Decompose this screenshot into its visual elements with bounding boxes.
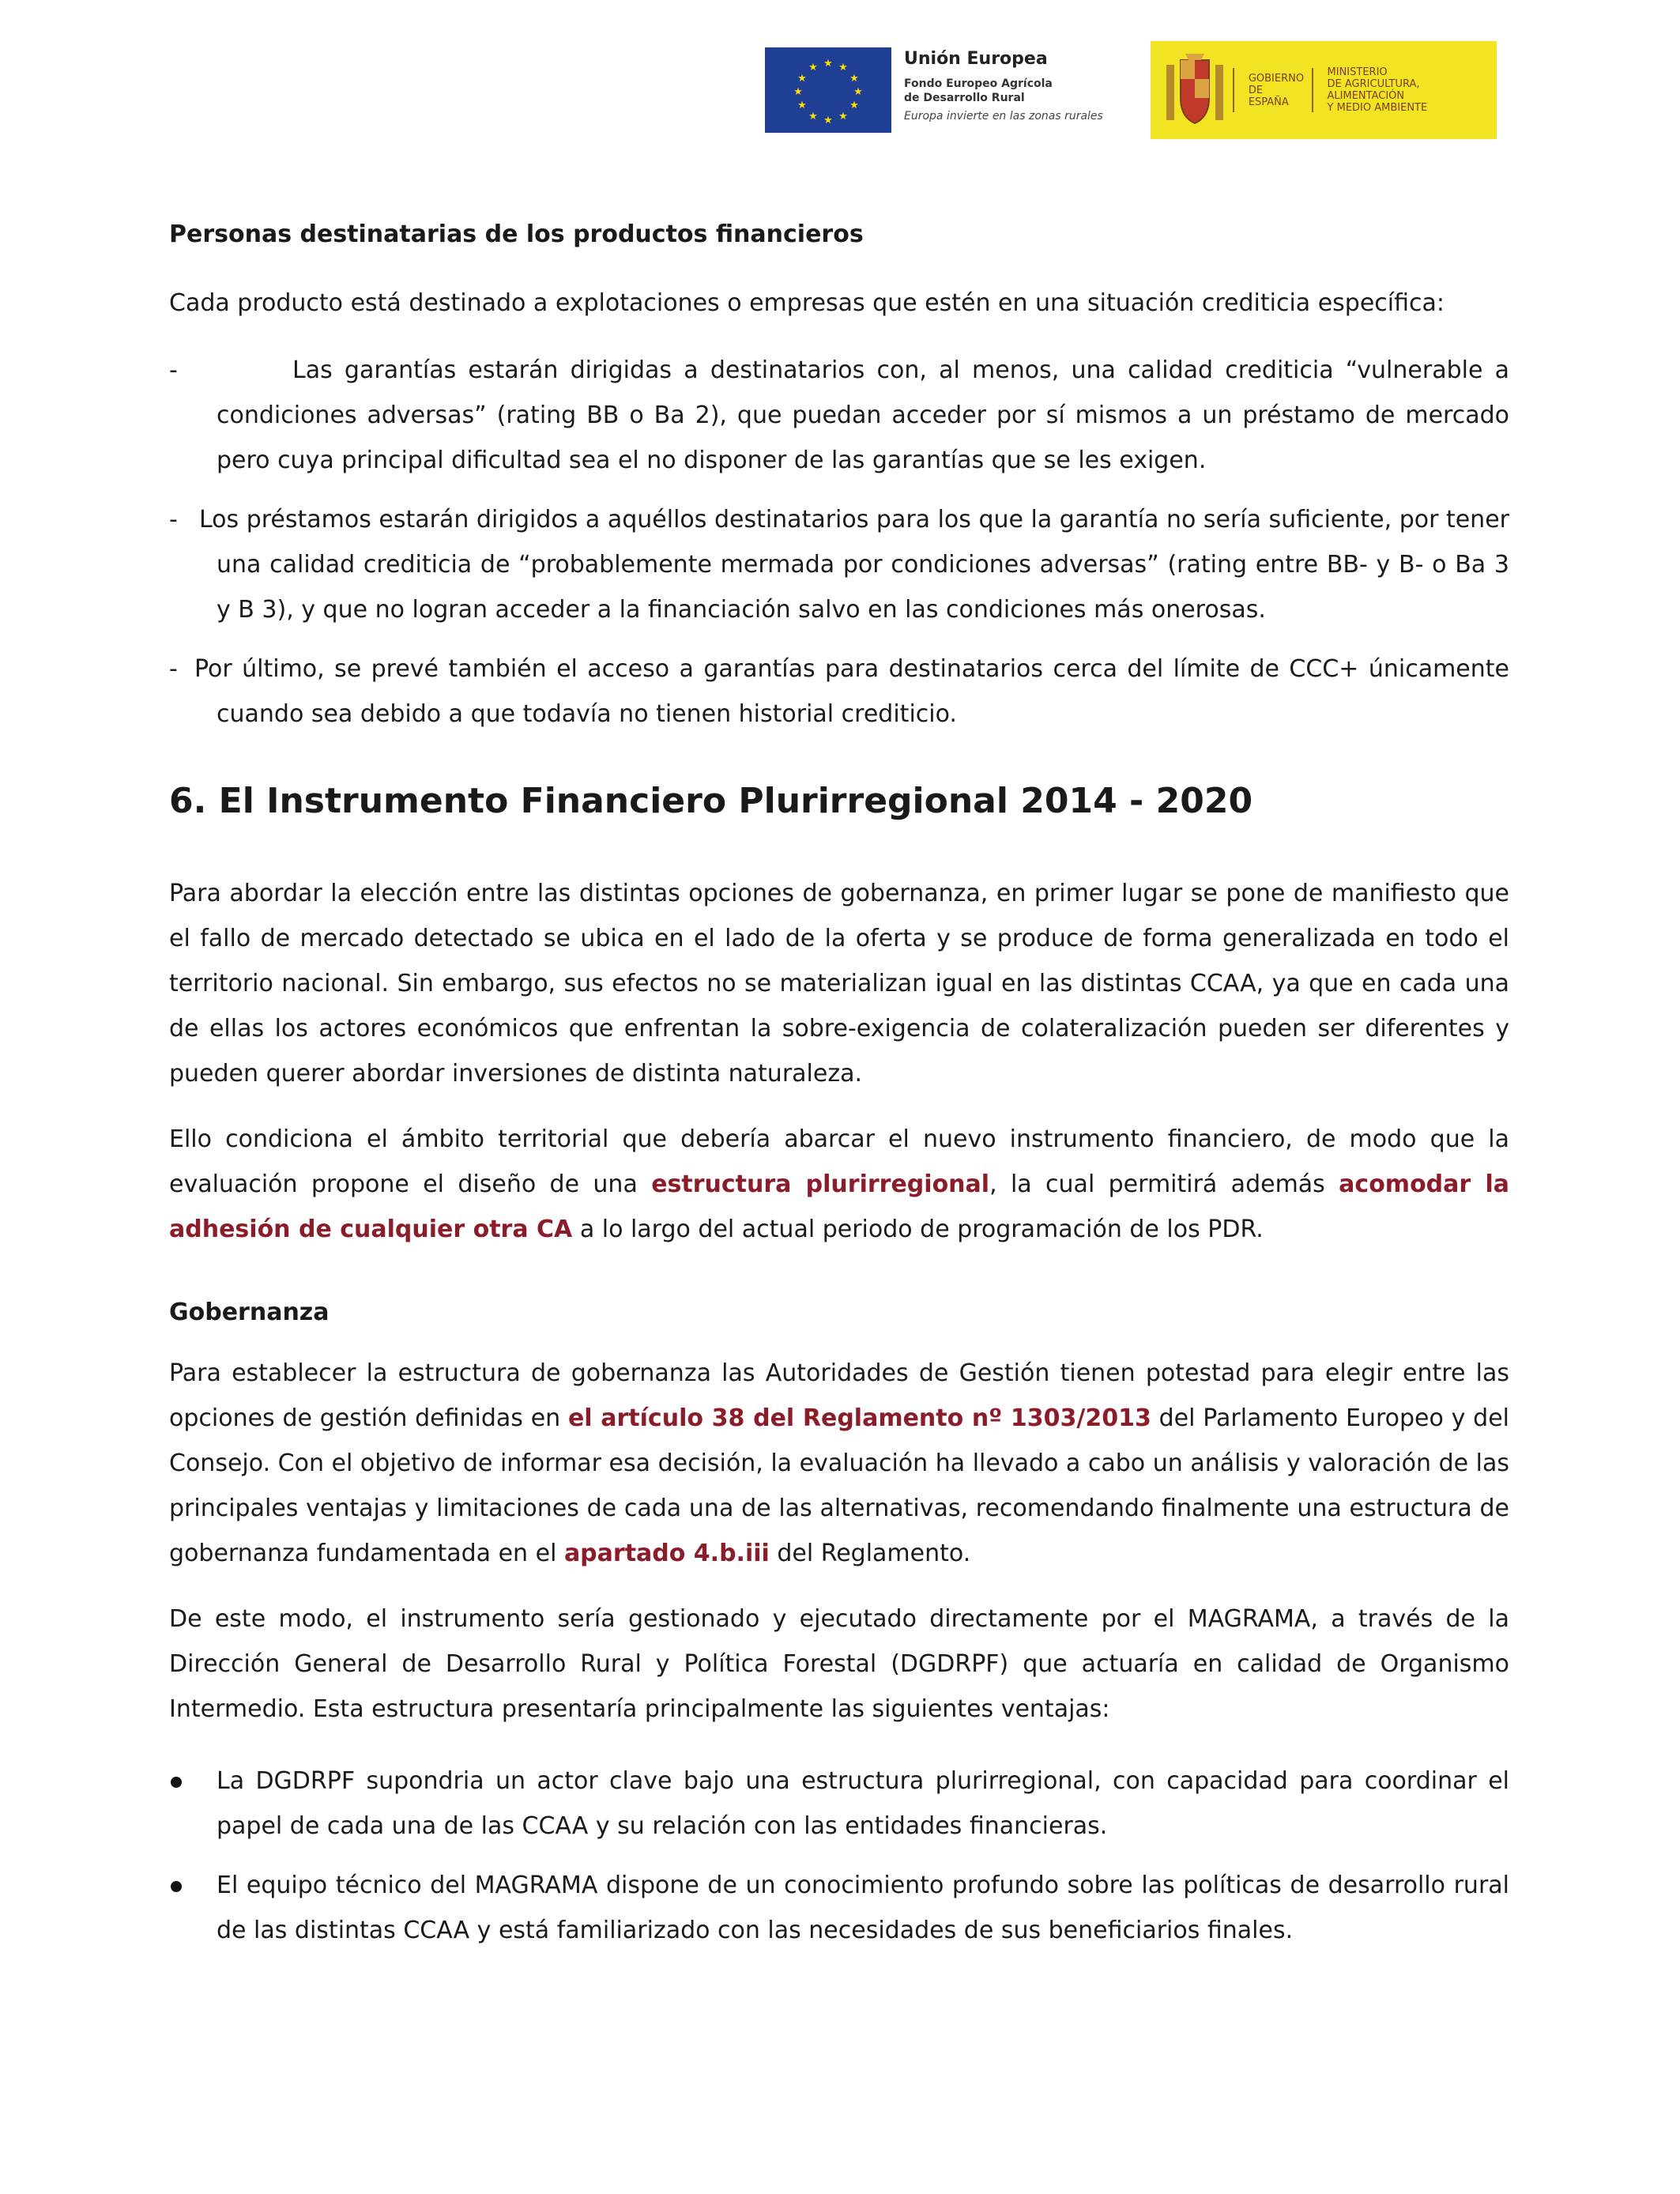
governance-paragraph-1	[169, 1351, 1509, 1576]
list-item	[169, 1863, 1509, 1953]
ministry-line1: MINISTERIO	[1327, 66, 1388, 78]
logo-divider	[1233, 68, 1234, 112]
svg-text:★: ★	[838, 62, 848, 74]
highlight-article: el artículo 38 del Reglamento nº 1303/2013	[567, 1404, 1151, 1432]
list-item	[169, 497, 1509, 632]
svg-text:★: ★	[838, 111, 848, 123]
text-span: del Reglamento.	[769, 1540, 971, 1567]
bullet-icon	[171, 1777, 182, 1788]
text-span: a lo largo del actual periodo de programación de los PDR.	[572, 1216, 1264, 1243]
text-span: Ello condiciona el ámbito territorial que debería abarcar el nuevo instrumento financiero, de modo que la evaluación propone el diseño de una	[169, 1125, 1509, 1198]
ministry-line2: DE AGRICULTURA, ALIMENTACIÓN	[1327, 78, 1420, 102]
section6-paragraph-2	[169, 1117, 1509, 1252]
gov-line2: DE ESPAÑA	[1248, 84, 1289, 108]
gov-line1: GOBIERNO	[1248, 72, 1305, 85]
governance-title: Gobernanza	[169, 1299, 330, 1326]
list-item-text: Las garantías estarán dirigidas a destinatarios con, al menos, una calidad crediticia “vulnerable a condiciones adversas” (rating BB o Ba 2), que puedan acceder por sí mismos a un préstamo de mercado pero cuya principal dificultad sea el no disponer de las garantías que se les exigen.	[217, 356, 1509, 474]
svg-text:★: ★	[808, 62, 818, 74]
eu-fund-line2: de Desarrollo Rural	[904, 92, 1025, 104]
eu-flag-icon	[765, 47, 891, 133]
highlight-section: apartado 4.b.iii	[563, 1540, 770, 1567]
recipients-intro: Cada producto está destinado a explotaciones o empresas que estén en una situación crediticia específica:	[169, 289, 1445, 317]
svg-text:★: ★	[823, 115, 833, 126]
svg-text:★: ★	[849, 73, 859, 85]
ministry-line3: Y MEDIO AMBIENTE	[1327, 102, 1428, 114]
list-dash: -	[169, 655, 178, 683]
text-span: del Parlamento Europeo y del Consejo. Con el objetivo de informar esa decisión, la evaluación ha llevado a cabo un análisis y valoración de las principales ventajas y limitaciones de cada una de las alternativas, recomendando finalmente una estructura de gobernanza fundamentada en el	[169, 1404, 1510, 1567]
list-item-text: Por último, se prevé también el acceso a garantías para destinatarios cerca del límite de CCC+ únicamente cuando sea debido a que todavía no tienen historial crediticio.	[194, 655, 1509, 728]
list-item-text: La DGDRPF supondria un actor clave bajo una estructura plurirregional, con capacidad para coordinar el papel de cada una de las CCAA y su relación con las entidades financieras.	[217, 1767, 1509, 1840]
svg-text:★: ★	[793, 86, 803, 98]
government-logo	[1151, 41, 1497, 139]
svg-text:★: ★	[797, 73, 807, 85]
text-span: , la cual permitirá además	[989, 1171, 1339, 1198]
list-item-text: Los préstamos estarán dirigidos a aquéllos destinatarios para los que la garantía no sería suficiente, por tener una calidad crediticia de “probablemente mermada por condiciones adversas” (rating entre BB- y B- o Ba 3 y B 3), y que no logran acceder a la financiación salvo en las condiciones más onerosas.	[199, 506, 1509, 624]
section6-paragraph-1: Para abordar la elección entre las distintas opciones de gobernanza, en primer lugar se pone de manifiesto que el fallo de mercado detectado se ubica en el lado de la oferta y se produce de forma generalizada en todo el territorio nacional. Sin embargo, sus efectos no se materializan igual en las distintas CCAA, ya que en cada una de ellas los actores económicos que enfrentan la sobre-exigencia de colateralización pueden ser diferentes y pueden querer abordar inversiones de distinta naturaleza.	[169, 880, 1509, 1088]
eu-motto: Europa invierte en las zonas rurales	[904, 110, 1103, 123]
logo-divider	[1312, 68, 1313, 112]
list-item	[169, 1759, 1509, 1849]
svg-text:★: ★	[797, 100, 807, 111]
document-body	[169, 212, 1509, 1967]
coat-of-arms-icon	[1163, 49, 1226, 131]
bullet-icon	[171, 1881, 182, 1892]
text-span: Para establecer la estructura de gobernanza las Autoridades de Gestión tienen potestad para elegir entre las opciones de gestión definidas en	[169, 1359, 1509, 1432]
highlight-adhesion: acomodar la adhesión de cualquier otra CA	[169, 1171, 1509, 1243]
list-item	[169, 647, 1509, 737]
svg-text:★: ★	[849, 100, 859, 111]
eu-fund-line1: Fondo Europeo Agrícola	[904, 77, 1053, 90]
highlight-structure: estructura plurirregional	[651, 1171, 990, 1198]
eu-logo	[765, 47, 1103, 133]
eu-title: Unión Europea	[904, 49, 1048, 69]
list-item-text: El equipo técnico del MAGRAMA dispone de un conocimiento profundo sobre las políticas de desarrollo rural de las distintas CCAA y está familiarizado con las necesidades de sus beneficiarios finales.	[217, 1872, 1509, 1944]
list-dash: -	[169, 356, 178, 384]
svg-text:★: ★	[823, 58, 833, 70]
section-heading: 6. El Instrumento Financiero Plurirregional 2014 - 2020	[169, 781, 1253, 821]
governance-paragraph-2: De este modo, el instrumento sería gestionado y ejecutado directamente por el MAGRAMA, a través de la Dirección General de Desarrollo Rural y Política Forestal (DGDRPF) que actuaría en calidad de Organismo Intermedio. Esta estructura presentaría principalmente las siguientes ventajas:	[169, 1605, 1509, 1723]
list-dash: -	[169, 506, 178, 533]
list-item	[169, 348, 1509, 483]
svg-text:★: ★	[808, 111, 818, 123]
recipients-title: Personas destinatarias de los productos financieros	[169, 221, 864, 248]
svg-text:★: ★	[853, 86, 863, 98]
header-logos	[765, 41, 1497, 139]
